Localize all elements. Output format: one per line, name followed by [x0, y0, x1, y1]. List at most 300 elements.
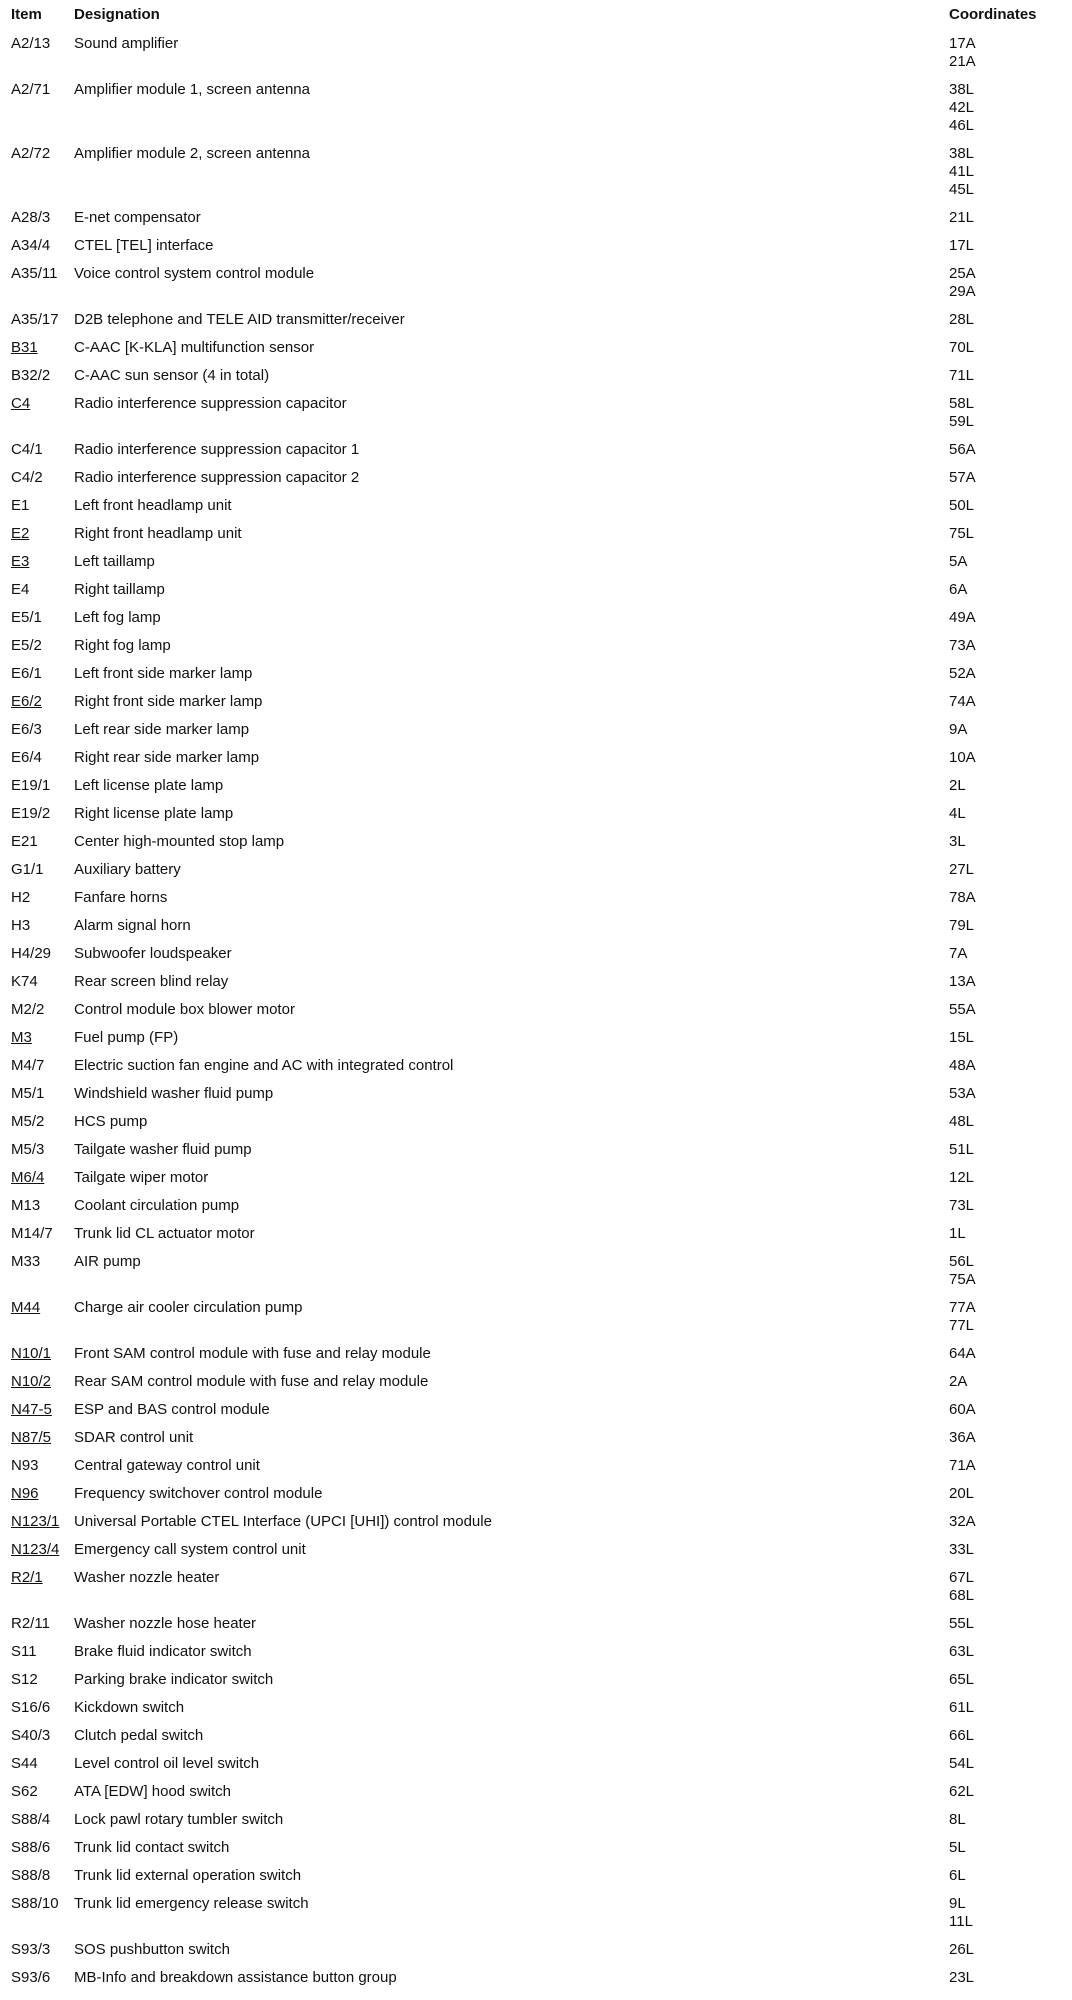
coordinates: [949, 1541, 1069, 1559]
coordinates: [949, 1299, 1069, 1335]
coordinate-value: 55L: [949, 1615, 975, 1632]
coordinate-value: 29A: [949, 283, 976, 300]
designation: Fuel pump (FP): [74, 1029, 179, 1046]
item-code: E6/4: [11, 749, 42, 766]
item-code: E19/2: [11, 805, 51, 822]
table-row: [0, 553, 1072, 581]
item-code: H2: [11, 889, 31, 906]
table-row: [0, 1485, 1072, 1513]
coordinates: [949, 1141, 1069, 1159]
item-code: M4/7: [11, 1057, 45, 1074]
coordinate-value: 38L: [949, 81, 975, 98]
table-row: [0, 35, 1072, 81]
coordinates: [949, 1643, 1069, 1661]
coordinates: [949, 1867, 1069, 1885]
designation: Rear SAM control module with fuse and relay module: [74, 1373, 429, 1390]
header-coordinates: Coordinates: [949, 6, 1037, 23]
designation: Kickdown switch: [74, 1699, 185, 1716]
coordinate-value: 66L: [949, 1727, 975, 1744]
designation: Left rear side marker lamp: [74, 721, 250, 738]
item-code[interactable]: R2/1: [11, 1569, 43, 1586]
item-code: A2/72: [11, 145, 51, 162]
coordinate-value: 20L: [949, 1485, 975, 1502]
designation: Trunk lid external operation switch: [74, 1867, 302, 1884]
designation: Radio interference suppression capacitor: [74, 395, 347, 412]
coordinates: [949, 805, 1069, 823]
designation: Coolant circulation pump: [74, 1197, 240, 1214]
coordinates: [949, 1373, 1069, 1391]
table-row: [0, 1029, 1072, 1057]
designation: Right taillamp: [74, 581, 165, 598]
item-code: E21: [11, 833, 38, 850]
designation: Clutch pedal switch: [74, 1727, 204, 1744]
table-row: [0, 441, 1072, 469]
table-row: [0, 237, 1072, 265]
item-code: E5/1: [11, 609, 42, 626]
designation: ATA [EDW] hood switch: [74, 1783, 231, 1800]
designation: Tailgate wiper motor: [74, 1169, 209, 1186]
designation: Left front side marker lamp: [74, 665, 253, 682]
coordinate-value: 64A: [949, 1345, 976, 1362]
coordinate-value: 33L: [949, 1541, 975, 1558]
coordinate-value: 25A: [949, 265, 976, 282]
coordinates: [949, 749, 1069, 767]
coordinate-value: 41L: [949, 163, 975, 180]
table-row: [0, 637, 1072, 665]
table-row: [0, 209, 1072, 237]
item-code: C4/2: [11, 469, 43, 486]
designation: Left taillamp: [74, 553, 155, 570]
designation: Lock pawl rotary tumbler switch: [74, 1811, 284, 1828]
table-row: [0, 581, 1072, 609]
item-code[interactable]: M6/4: [11, 1169, 45, 1186]
designation: Voice control system control module: [74, 265, 315, 282]
item-code: M13: [11, 1197, 41, 1214]
item-code: B32/2: [11, 367, 51, 384]
coordinates: [949, 1253, 1069, 1289]
item-code: M14/7: [11, 1225, 53, 1242]
table-row: [0, 721, 1072, 749]
coordinates: [949, 265, 1069, 301]
table-row: [0, 339, 1072, 367]
designation: Brake fluid indicator switch: [74, 1643, 252, 1660]
table-row: [0, 497, 1072, 525]
coordinates: [949, 311, 1069, 329]
coordinate-value: 15L: [949, 1029, 975, 1046]
item-code: M2/2: [11, 1001, 45, 1018]
coordinates: [949, 395, 1069, 431]
table-row: [0, 1727, 1072, 1755]
table-row: [0, 1783, 1072, 1811]
item-code[interactable]: N47-5: [11, 1401, 52, 1418]
item-code: A35/17: [11, 311, 59, 328]
designation: Washer nozzle heater: [74, 1569, 220, 1586]
coordinate-value: 77A: [949, 1299, 976, 1316]
designation: C-AAC sun sensor (4 in total): [74, 367, 270, 384]
coordinates: [949, 1485, 1069, 1503]
coordinates: [949, 637, 1069, 655]
coordinate-value: 38L: [949, 145, 975, 162]
table-row: [0, 1569, 1072, 1615]
designation: Universal Portable CTEL Interface (UPCI [UHI]) control module: [74, 1513, 492, 1530]
item-code[interactable]: M44: [11, 1299, 41, 1316]
coordinates: [949, 833, 1069, 851]
designation: Central gateway control unit: [74, 1457, 260, 1474]
coordinates: [949, 1727, 1069, 1745]
table-row: [0, 1169, 1072, 1197]
item-code: S88/10: [11, 1895, 59, 1912]
table-row: [0, 1429, 1072, 1457]
table-row: [0, 805, 1072, 833]
coordinate-value: 59L: [949, 413, 975, 430]
coordinates: [949, 1057, 1069, 1075]
coordinate-value: 65L: [949, 1671, 975, 1688]
designation: Left front headlamp unit: [74, 497, 232, 514]
designation: MB-Info and breakdown assistance button group: [74, 1969, 397, 1986]
coordinates: [949, 1513, 1069, 1531]
coordinate-value: 60A: [949, 1401, 976, 1418]
coordinates: [949, 889, 1069, 907]
coordinates: [949, 581, 1069, 599]
coordinate-value: 10A: [949, 749, 976, 766]
item-code: S12: [11, 1671, 38, 1688]
coordinate-value: 21A: [949, 53, 976, 70]
item-code: M5/2: [11, 1113, 45, 1130]
coordinate-value: 46L: [949, 117, 975, 134]
item-code[interactable]: N123/1: [11, 1513, 60, 1530]
coordinate-value: 75L: [949, 525, 975, 542]
designation: Auxiliary battery: [74, 861, 181, 878]
table-row: [0, 833, 1072, 861]
coordinates: [949, 1001, 1069, 1019]
coordinates: [949, 553, 1069, 571]
item-code[interactable]: E3: [11, 553, 30, 570]
designation: Trunk lid emergency release switch: [74, 1895, 309, 1912]
item-code: E6/3: [11, 721, 42, 738]
coordinates: [949, 1197, 1069, 1215]
item-code: M5/3: [11, 1141, 45, 1158]
item-code: S88/6: [11, 1839, 51, 1856]
table-row: [0, 1085, 1072, 1113]
table-row: [0, 1225, 1072, 1253]
coordinates: [949, 665, 1069, 683]
table-row: [0, 1615, 1072, 1643]
item-code: E5/2: [11, 637, 42, 654]
coordinates: [949, 721, 1069, 739]
table-row: [0, 1895, 1072, 1941]
coordinates: [949, 1457, 1069, 1475]
coordinate-value: 7A: [949, 945, 968, 962]
designation: Rear screen blind relay: [74, 973, 229, 990]
item-code[interactable]: E6/2: [11, 693, 42, 710]
item-code[interactable]: C4: [11, 395, 31, 412]
table-row: [0, 1811, 1072, 1839]
item-code: R2/11: [11, 1615, 50, 1632]
designation: C-AAC [K-KLA] multifunction sensor: [74, 339, 315, 356]
designation: Radio interference suppression capacitor 1: [74, 441, 360, 458]
coordinate-value: 9L: [949, 1895, 966, 1912]
coordinate-value: 1L: [949, 1225, 966, 1242]
table-row: [0, 1867, 1072, 1895]
item-code[interactable]: N10/2: [11, 1373, 52, 1390]
designation: Charge air cooler circulation pump: [74, 1299, 303, 1316]
coordinates: [949, 1895, 1069, 1931]
coordinate-value: 54L: [949, 1755, 975, 1772]
item-code: N93: [11, 1457, 39, 1474]
item-code[interactable]: M3: [11, 1029, 32, 1046]
table-row: [0, 1643, 1072, 1671]
item-code: S88/8: [11, 1867, 51, 1884]
designation: Right rear side marker lamp: [74, 749, 260, 766]
table-row: [0, 665, 1072, 693]
table-row: [0, 1699, 1072, 1727]
designation: Level control oil level switch: [74, 1755, 260, 1772]
coordinate-value: 53A: [949, 1085, 976, 1102]
coordinates: [949, 35, 1069, 71]
coordinate-value: 32A: [949, 1513, 976, 1530]
coordinates: [949, 1113, 1069, 1131]
designation: Right front headlamp unit: [74, 525, 242, 542]
item-code: M5/1: [11, 1085, 45, 1102]
designation: Right front side marker lamp: [74, 693, 263, 710]
coordinate-value: 12L: [949, 1169, 975, 1186]
coordinate-value: 51L: [949, 1141, 975, 1158]
table-row: [0, 1345, 1072, 1373]
coordinates: [949, 1671, 1069, 1689]
designation: ESP and BAS control module: [74, 1401, 270, 1418]
item-code[interactable]: B31: [11, 339, 38, 356]
designation: Center high-mounted stop lamp: [74, 833, 285, 850]
coordinates: [949, 1569, 1069, 1605]
designation: Left license plate lamp: [74, 777, 224, 794]
coordinates: [949, 1085, 1069, 1103]
coordinate-value: 57A: [949, 469, 976, 486]
coordinate-value: 75A: [949, 1271, 976, 1288]
coordinate-value: 61L: [949, 1699, 975, 1716]
table-row: [0, 917, 1072, 945]
item-code: K74: [11, 973, 38, 990]
item-code: E6/1: [11, 665, 42, 682]
table-row: [0, 367, 1072, 395]
table-header: [0, 6, 1072, 26]
item-code: A28/3: [11, 209, 51, 226]
coordinate-value: 71A: [949, 1457, 976, 1474]
coordinate-value: 26L: [949, 1941, 975, 1958]
coordinate-value: 28L: [949, 311, 975, 328]
table-row: [0, 1671, 1072, 1699]
table-row: [0, 693, 1072, 721]
coordinates: [949, 497, 1069, 515]
item-code: S93/3: [11, 1941, 51, 1958]
table-row: [0, 1969, 1072, 1997]
coordinate-value: 78A: [949, 889, 976, 906]
coordinates: [949, 237, 1069, 255]
item-code: S11: [11, 1643, 37, 1660]
coordinates: [949, 469, 1069, 487]
coordinates: [949, 1169, 1069, 1187]
designation: Front SAM control module with fuse and relay module: [74, 1345, 431, 1362]
item-code: A34/4: [11, 237, 51, 254]
designation: CTEL [TEL] interface: [74, 237, 214, 254]
coordinate-value: 71L: [949, 367, 975, 384]
item-code: S44: [11, 1755, 38, 1772]
designation: Control module box blower motor: [74, 1001, 295, 1018]
coordinate-value: 55A: [949, 1001, 976, 1018]
coordinate-value: 48A: [949, 1057, 976, 1074]
coordinate-value: 17A: [949, 35, 976, 52]
coordinate-value: 3L: [949, 833, 966, 850]
coordinates: [949, 441, 1069, 459]
table-row: [0, 311, 1072, 339]
coordinates: [949, 81, 1069, 135]
table-row: [0, 81, 1072, 145]
designation: Left fog lamp: [74, 609, 161, 626]
coordinate-value: 27L: [949, 861, 975, 878]
designation: Washer nozzle hose heater: [74, 1615, 257, 1632]
designation: Trunk lid CL actuator motor: [74, 1225, 255, 1242]
designation: Electric suction fan engine and AC with integrated control: [74, 1057, 454, 1074]
coordinate-value: 79L: [949, 917, 975, 934]
designation: Sound amplifier: [74, 35, 179, 52]
coordinates: [949, 1401, 1069, 1419]
item-code: H3: [11, 917, 31, 934]
coordinate-value: 8L: [949, 1811, 966, 1828]
table-row: [0, 1513, 1072, 1541]
coordinate-value: 67L: [949, 1569, 975, 1586]
item-code[interactable]: N10/1: [11, 1345, 52, 1362]
item-code[interactable]: E2: [11, 525, 30, 542]
coordinate-value: 21L: [949, 209, 975, 226]
designation: SDAR control unit: [74, 1429, 194, 1446]
table-row: [0, 1941, 1072, 1969]
designation: Parking brake indicator switch: [74, 1671, 274, 1688]
coordinates: [949, 1615, 1069, 1633]
table-row: [0, 395, 1072, 441]
table-row: [0, 469, 1072, 497]
item-code: S16/6: [11, 1699, 51, 1716]
coordinate-value: 63L: [949, 1643, 975, 1660]
item-code[interactable]: N123/4: [11, 1541, 60, 1558]
designation: Subwoofer loudspeaker: [74, 945, 232, 962]
coordinates: [949, 367, 1069, 385]
coordinate-value: 9A: [949, 721, 968, 738]
item-code: C4/1: [11, 441, 43, 458]
table-row: [0, 1001, 1072, 1029]
coordinates: [949, 1969, 1069, 1987]
coordinate-value: 73A: [949, 637, 976, 654]
item-code: S62: [11, 1783, 38, 1800]
header-item: Item: [11, 6, 42, 23]
item-code: S93/6: [11, 1969, 51, 1986]
coordinate-value: 36A: [949, 1429, 976, 1446]
table-row: [0, 777, 1072, 805]
coordinate-value: 6L: [949, 1867, 966, 1884]
coordinates: [949, 973, 1069, 991]
item-code: S88/4: [11, 1811, 51, 1828]
designation: SOS pushbutton switch: [74, 1941, 230, 1958]
coordinates: [949, 1029, 1069, 1047]
designation: Amplifier module 1, screen antenna: [74, 81, 310, 98]
coordinates: [949, 917, 1069, 935]
coordinate-value: 11L: [949, 1913, 973, 1930]
table-row: [0, 945, 1072, 973]
coordinates: [949, 1429, 1069, 1447]
coordinates: [949, 1225, 1069, 1243]
designation: Windshield washer fluid pump: [74, 1085, 274, 1102]
coordinate-value: 68L: [949, 1587, 975, 1604]
designation: AIR pump: [74, 1253, 141, 1270]
item-code: E19/1: [11, 777, 51, 794]
designation: Right fog lamp: [74, 637, 171, 654]
designation: Emergency call system control unit: [74, 1541, 306, 1558]
coordinates: [949, 1755, 1069, 1773]
table-row: [0, 973, 1072, 1001]
designation: Fanfare horns: [74, 889, 168, 906]
table-row: [0, 1113, 1072, 1141]
designation: Alarm signal horn: [74, 917, 191, 934]
table-row: [0, 265, 1072, 311]
coordinates: [949, 209, 1069, 227]
coordinates: [949, 339, 1069, 357]
coordinate-value: 5L: [949, 1839, 966, 1856]
item-code: M33: [11, 1253, 41, 1270]
coordinate-value: 13A: [949, 973, 976, 990]
designation: Trunk lid contact switch: [74, 1839, 230, 1856]
designation: Right license plate lamp: [74, 805, 234, 822]
designation: Tailgate washer fluid pump: [74, 1141, 252, 1158]
table-body: [0, 35, 1072, 1997]
coordinates: [949, 145, 1069, 199]
coordinate-value: 70L: [949, 339, 975, 356]
coordinates: [949, 1941, 1069, 1959]
coordinate-value: 42L: [949, 99, 975, 116]
item-code: E1: [11, 497, 30, 514]
coordinate-value: 4L: [949, 805, 966, 822]
coordinates: [949, 1699, 1069, 1717]
designation: E-net compensator: [74, 209, 201, 226]
coordinates: [949, 1839, 1069, 1857]
item-code: A35/11: [11, 265, 58, 282]
item-code: G1/1: [11, 861, 44, 878]
coordinates: [949, 525, 1069, 543]
table-row: [0, 1197, 1072, 1225]
table-row: [0, 145, 1072, 209]
table-row: [0, 525, 1072, 553]
coordinate-value: 58L: [949, 395, 975, 412]
designation: Frequency switchover control module: [74, 1485, 323, 1502]
table-row: [0, 1057, 1072, 1085]
coordinates: [949, 1345, 1069, 1363]
coordinate-value: 56A: [949, 441, 976, 458]
designation: Amplifier module 2, screen antenna: [74, 145, 310, 162]
item-code: A2/71: [11, 81, 51, 98]
table-row: [0, 1839, 1072, 1867]
table-row: [0, 1401, 1072, 1429]
item-code[interactable]: N87/5: [11, 1429, 52, 1446]
header-designation: Designation: [74, 6, 160, 23]
coordinate-value: 45L: [949, 181, 975, 198]
coordinate-value: 52A: [949, 665, 976, 682]
table-row: [0, 861, 1072, 889]
coordinates: [949, 1811, 1069, 1829]
item-code[interactable]: N96: [11, 1485, 39, 1502]
table-row: [0, 1299, 1072, 1345]
table-row: [0, 1457, 1072, 1485]
coordinate-value: 2A: [949, 1373, 968, 1390]
designation: HCS pump: [74, 1113, 148, 1130]
item-code: E4: [11, 581, 30, 598]
coordinate-value: 6A: [949, 581, 968, 598]
